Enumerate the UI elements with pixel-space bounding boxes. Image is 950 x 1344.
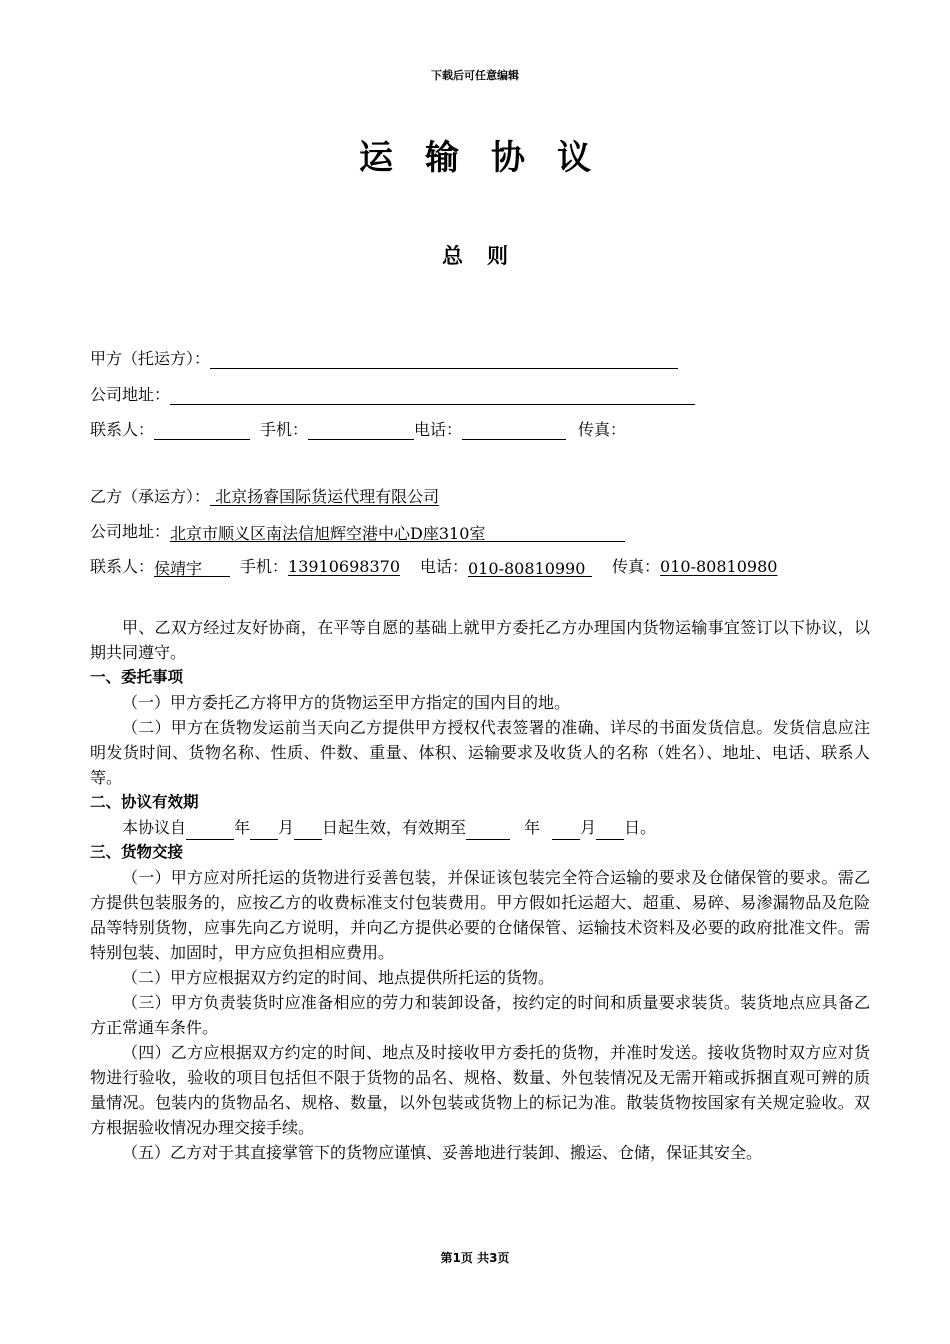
party-b-fax: 010-80810980: [660, 557, 778, 576]
section-1-item: （一）甲方委托乙方将甲方的货物运至甲方指定的国内目的地。: [122, 693, 571, 712]
party-b-name: 北京扬睿国际货运代理有限公司: [210, 487, 440, 506]
party-b-fax-label: 传真：: [612, 557, 661, 576]
party-a-phone-blank[interactable]: [462, 422, 566, 440]
document-title: 运输协议: [359, 138, 623, 178]
party-a-contact-blank[interactable]: [154, 422, 250, 440]
section-1-item: （二）甲方在货物发运前当天向乙方提供甲方授权代表签署的准确、详尽的书面发货信息。发货信息应注明发货时间、货物名称、性质、件数、重量、体积、运输要求及收货人的名称（姓名）、地址、电话、联系人等。: [90, 718, 870, 787]
party-b-contact: 侯靖宇: [154, 559, 203, 578]
validity-month-2: 月: [580, 818, 597, 837]
validity-year-1: 年: [234, 818, 251, 837]
start-month-blank[interactable]: [250, 821, 278, 840]
header-note: 下载后可任意编辑: [431, 69, 519, 82]
party-a-address-label: 公司地址：: [90, 385, 171, 404]
party-a-blank[interactable]: [210, 351, 678, 369]
party-a-contact-row: [90, 420, 626, 440]
party-b-contact-row: [90, 557, 777, 577]
document-subtitle: 总则: [442, 243, 532, 268]
party-b-mobile: 13910698370: [288, 557, 401, 576]
party-b-address-row: [90, 522, 625, 542]
party-a-address-blank[interactable]: [170, 387, 695, 405]
validity-year-2: 年: [524, 818, 541, 837]
section-3-item: （四）乙方应根据双方约定的时间、地点及时接收甲方委托的货物，并准时发送。接收货物时双方应对货物进行验收，验收的项目包括但不限于货物的品名、规格、数量、外包装情况及无需开箱或拆捆直观可辨的质量情况。包装内的货物品名、规格、数量，以外包装或货物上的标记为准。散装货物按国家有关规定验收。双方根据验收情况办理交接手续。: [90, 1043, 870, 1137]
party-a-mobile-label: 手机：: [260, 420, 309, 439]
party-b-mobile-label: 手机：: [240, 557, 289, 576]
party-a-row: [90, 349, 678, 369]
party-b-phone-label: 电话：: [420, 557, 469, 576]
party-a-phone-label: 电话：: [414, 420, 463, 439]
section-2-heading: 二、协议有效期: [90, 793, 199, 811]
validity-day-start: 日起生效，有效期至: [322, 818, 467, 837]
end-day-blank[interactable]: [596, 821, 624, 840]
party-a-contact-label: 联系人：: [90, 420, 155, 439]
party-a-label: 甲方（托运方）：: [90, 349, 211, 368]
party-b-address: 北京市顺义区南法信旭辉空港中心D座310室: [170, 524, 486, 543]
section-3-item: （二）甲方应根据双方约定的时间、地点提供所托运的货物。: [122, 968, 555, 987]
intro-paragraph: 甲、乙双方经过友好协商，在平等自愿的基础上就甲方委托乙方办理国内货物运输事宜签订以下协议，以期共同遵守。: [90, 618, 870, 662]
party-b-contact-label: 联系人：: [90, 557, 155, 576]
end-year-blank[interactable]: [466, 821, 510, 840]
section-3-item: （一）甲方应对所托运的货物进行妥善包装，并保证该包装完全符合运输的要求及仓储保管的要求。需乙方提供包装服务的，应按乙方的收费标准支付包装费用。甲方假如托运超大、超重、易碎、易渗漏物品及危险品等特别货物，应事先向乙方说明，并向乙方提供必要的仓储保管、运输技术资料及必要的政府批准文件。需特别包装、加固时，甲方应负担相应费用。: [90, 868, 870, 962]
start-year-blank[interactable]: [186, 821, 234, 840]
party-b-address-label: 公司地址：: [90, 522, 171, 541]
agreement-body: [90, 615, 870, 1165]
party-b-label: 乙方（承运方）：: [90, 487, 211, 506]
party-a-fax-label: 传真：: [578, 420, 627, 439]
validity-month-1: 月: [278, 818, 295, 837]
party-b-phone: 010-80810990: [468, 559, 586, 578]
validity-text-start: 本协议自: [122, 818, 187, 837]
end-month-blank[interactable]: [552, 821, 580, 840]
page-footer: 第1页 共3页: [440, 1251, 510, 1265]
validity-line: [90, 815, 870, 840]
validity-day-end: 日。: [624, 818, 657, 837]
section-3-item: （五）乙方对于其直接掌管下的货物应谨慎、妥善地进行装卸、搬运、仓储，保证其安全。: [122, 1143, 763, 1162]
section-3-heading: 三、货物交接: [90, 843, 184, 861]
section-3-item: （三）甲方负责装货时应准备相应的劳力和装卸设备，按约定的时间和质量要求装货。装货地点应具备乙方正常通车条件。: [90, 993, 870, 1037]
party-a-address-row: [90, 385, 695, 405]
party-a-mobile-blank[interactable]: [308, 422, 414, 440]
start-day-blank[interactable]: [294, 821, 322, 840]
section-1-heading: 一、委托事项: [90, 668, 184, 686]
party-b-row: [90, 487, 439, 507]
